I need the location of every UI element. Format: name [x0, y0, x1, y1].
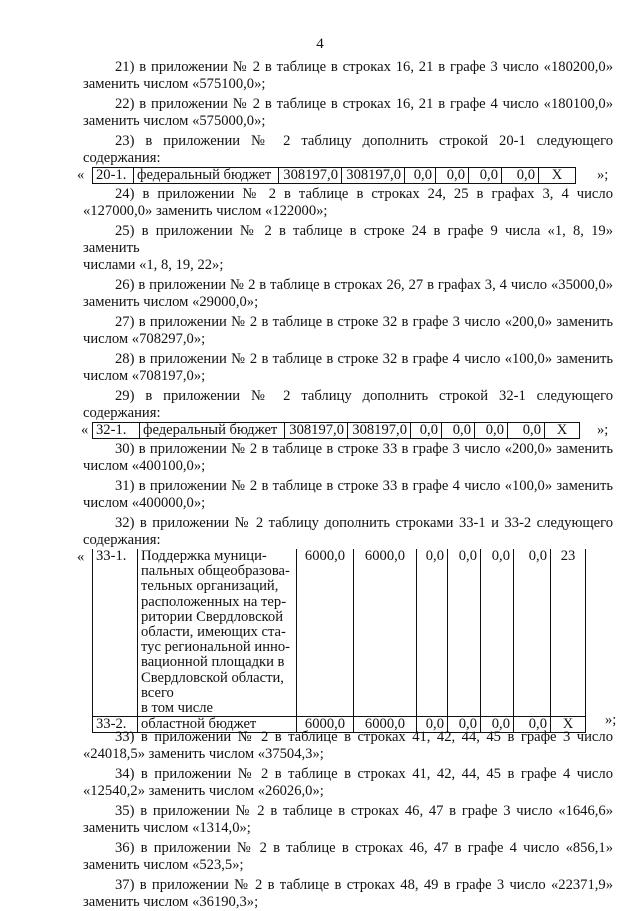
item-30-line2: числом «400100,0»;: [83, 458, 206, 474]
cell: X: [551, 717, 586, 733]
item-32-line1: 32) в приложении № 2 таблицу дополнить строками 33-1 и 33-2 следующего: [115, 515, 613, 531]
item-35-line2: заменить числом «1314,0»;: [83, 820, 251, 836]
item-34-line1: 34) в приложении № 2 в таблице в строках 41, 42, 44, 45 в графе 4 число: [115, 766, 613, 782]
item-25-line2: числами «1, 8, 19, 22»;: [83, 257, 224, 273]
cell: 6000,0: [297, 549, 354, 717]
cell: 6000,0: [354, 717, 417, 733]
table-row-33-2: [93, 717, 586, 733]
row-32-1-table: [92, 422, 580, 439]
item-22-line2: заменить числом «575000,0»;: [83, 113, 266, 129]
open-quote: «: [81, 422, 89, 438]
cell: 308197,0: [348, 423, 411, 439]
cell: 33-1.: [93, 549, 138, 717]
cell: 0,0: [448, 549, 481, 717]
item-31-line2: числом «400000,0»;: [83, 495, 206, 511]
cell: Поддержка муници- пальных общеобразова- тельных организаций, расположенных на тер- ритории Свердловской области, имеющих ста- тус региональной инно- вационной площадки в Свердловской области, всего в том числе: [138, 549, 297, 717]
cell: 6000,0: [297, 717, 354, 733]
cell: федеральный бюджет: [134, 168, 279, 184]
cell: 0,0: [417, 717, 448, 733]
close-quote: »;: [597, 422, 609, 438]
rows-33-table: [92, 549, 586, 733]
item-29-line1: 29) в приложении № 2 таблицу дополнить строкой 32-1 следующего: [115, 388, 613, 404]
row-20-1-table: [92, 167, 576, 184]
cell: 0,0: [405, 168, 436, 184]
cell: 0,0: [448, 717, 481, 733]
item-21-line1: 21) в приложении № 2 в таблице в строках 16, 21 в графе 3 число «180200,0»: [115, 59, 613, 75]
item-31-line1: 31) в приложении № 2 в таблице в строке 33 в графе 4 число «100,0» заменить: [115, 478, 613, 494]
cell: областной бюджет: [138, 717, 297, 733]
close-quote: »;: [605, 712, 617, 728]
cell: 0,0: [417, 549, 448, 717]
cell: 33-2.: [93, 717, 138, 733]
cell: 0,0: [436, 168, 469, 184]
document-body: [77, 59, 617, 911]
close-quote: »;: [597, 167, 609, 183]
item-21-line2: заменить числом «575100,0»;: [83, 76, 266, 92]
cell: 0,0: [475, 423, 508, 439]
cell: 0,0: [442, 423, 475, 439]
cell: X: [545, 423, 580, 439]
cell: 308197,0: [279, 168, 342, 184]
cell: 32-1.: [93, 423, 140, 439]
inserted-rows-33: [77, 548, 617, 733]
cell: 0,0: [469, 168, 502, 184]
item-28-line2: числом «708197,0»;: [83, 368, 206, 384]
item-33-line1: 33) в приложении № 2 в таблице в строках 41, 42, 44, 45 в графе 3 число: [115, 729, 613, 745]
item-23-line2: содержания:: [83, 150, 161, 166]
inserted-row-32-1: [83, 422, 613, 439]
item-37-line1: 37) в приложении № 2 в таблице в строках 48, 49 в графе 3 число «22371,9»: [115, 877, 613, 893]
cell: 0,0: [481, 717, 514, 733]
item-26-line2: заменить числом «29000,0»;: [83, 294, 259, 310]
item-29-line2: содержания:: [83, 405, 161, 421]
cell: 308197,0: [285, 423, 348, 439]
item-24-line1: 24) в приложении № 2 в таблице в строках 24, 25 в графах 3, 4 число: [115, 186, 613, 202]
table-row-33-1: [93, 549, 586, 717]
item-27-line1: 27) в приложении № 2 в таблице в строке 32 в графе 3 число «200,0» заменить: [115, 314, 613, 330]
item-27-line2: числом «708297,0»;: [83, 331, 206, 347]
cell: 0,0: [481, 549, 514, 717]
item-25-line1: 25) в приложении № 2 в таблице в строке 24 в графе 9 числа «1, 8, 19» заменить: [83, 223, 613, 256]
item-32-line2: содержания:: [83, 532, 161, 548]
item-26-line1: 26) в приложении № 2 в таблице в строках 26, 27 в графах 3, 4 число «35000,0»: [115, 277, 613, 293]
cell: федеральный бюджет: [140, 423, 285, 439]
page-number: 4: [316, 36, 324, 52]
item-34-line2: «12540,2» заменить числом «26026,0»;: [83, 783, 324, 799]
open-quote: «: [77, 549, 85, 565]
cell: 0,0: [514, 549, 551, 717]
item-28-line1: 28) в приложении № 2 в таблице в строке 32 в графе 4 число «100,0» заменить: [115, 351, 613, 367]
cell: 0,0: [411, 423, 442, 439]
item-24-line2: «127000,0» заменить числом «122000»;: [83, 203, 328, 219]
cell: 0,0: [508, 423, 545, 439]
item-37-line2: заменить числом «36190,3»;: [83, 894, 259, 910]
item-36-line2: заменить числом «523,5»;: [83, 857, 244, 873]
item-22-line1: 22) в приложении № 2 в таблице в строках 16, 21 в графе 4 число «180100,0»: [115, 96, 613, 112]
inserted-row-20-1: [77, 167, 613, 184]
open-quote: «: [77, 167, 85, 183]
cell: X: [539, 168, 576, 184]
item-36-line1: 36) в приложении № 2 в таблице в строках 46, 47 в графе 4 число «856,1»: [115, 840, 613, 856]
cell: 0,0: [502, 168, 539, 184]
item-33-line2: «24018,5» заменить числом «37504,3»;: [83, 746, 324, 762]
cell: 23: [551, 549, 586, 717]
item-30-line1: 30) в приложении № 2 в таблице в строке 33 в графе 3 число «200,0» заменить: [115, 441, 613, 457]
cell: 0,0: [514, 717, 551, 733]
cell: 6000,0: [354, 549, 417, 717]
item-35-line1: 35) в приложении № 2 в таблице в строках 46, 47 в графе 3 число «1646,6»: [115, 803, 613, 819]
cell: 308197,0: [342, 168, 405, 184]
cell: 20-1.: [93, 168, 134, 184]
item-23-line1: 23) в приложении № 2 таблицу дополнить строкой 20-1 следующего: [115, 133, 613, 149]
